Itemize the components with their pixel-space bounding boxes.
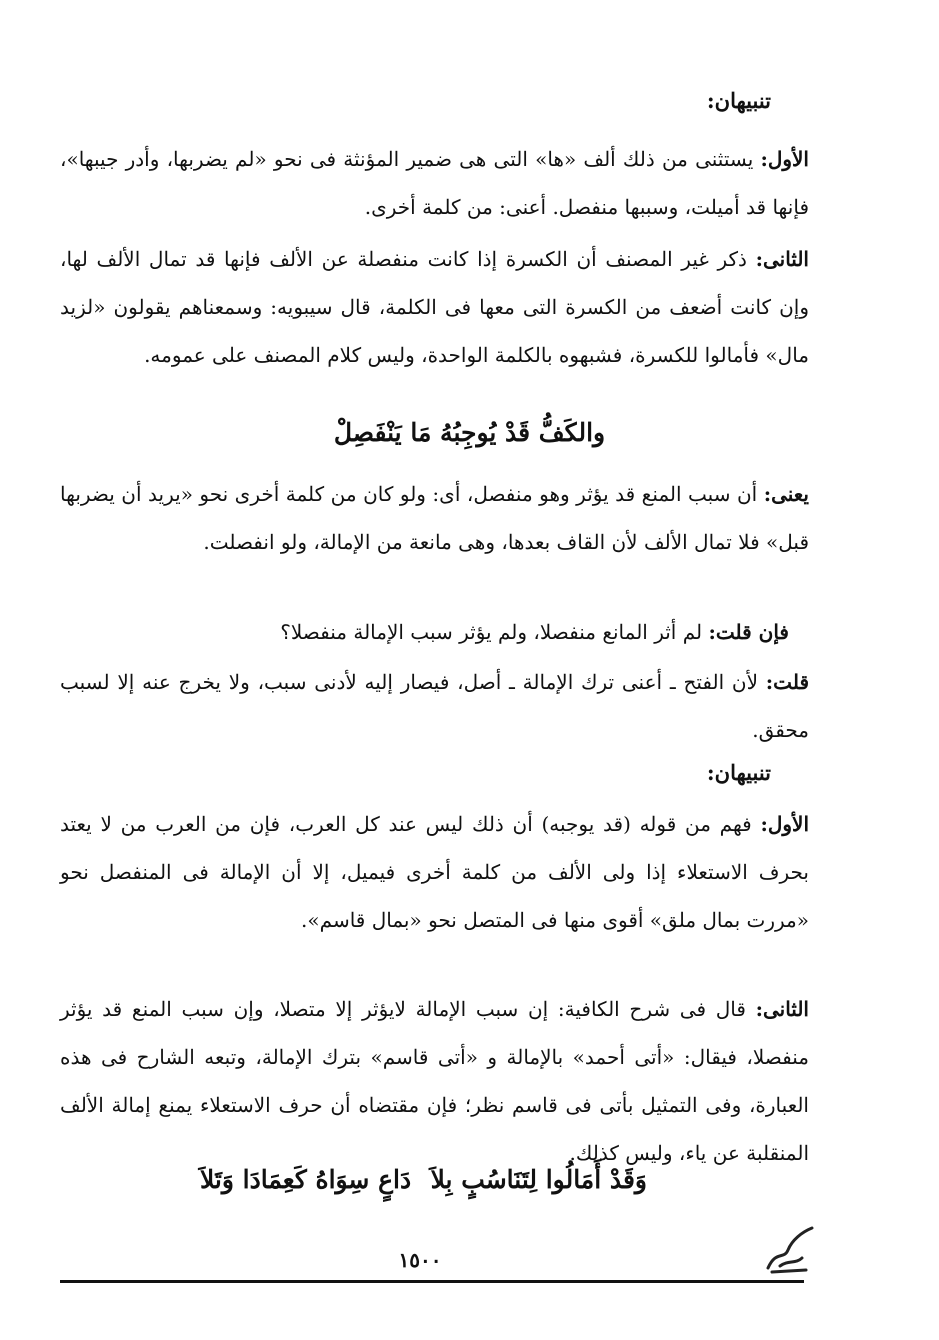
note2-second-text: قال فى شرح الكافية: إن سبب الإمالة لايؤثر إلا متصلا، وإن سبب المنع قد يؤثر منفصلا، فيقال: «أتى أحمد» بالإمالة و «أتى قاسم» بترك الإمالة، وتبعه الشارح فى هذه العبارة، وفى التمثيل بأتى فى قاسم نظر؛ فإن مقتضاه أن حرف الاستعلاء يمنع إمالة الألف المنقلبة عن ياء، وليس كذلك. — [60, 997, 809, 1165]
question-paragraph — [60, 608, 789, 656]
note2-first-text: فهم من قوله (قد يوجبه) أن ذلك ليس عند كل العرب، فإن من العرب من لا يعتد بحرف الاستعلاء إذا ولى الألف من كلمة أخرى فيميل، إلا أن الإمالة فى المنفصل نحو «مررت بمال ملق» أقوى منها فى المتصل نحو «بمال قاسم». — [60, 812, 809, 932]
handwritten-mark-icon — [762, 1220, 818, 1276]
commentary-text: أن سبب المنع قد يؤثر وهو منفصل، أى: ولو كان من كلمة أخرى نحو «يريد أن يضربها قبل» فلا تمال الألف لأن القاف بعدها، وهى مانعة من الإمالة، ولو انفصلت. — [60, 482, 809, 554]
verse-line-1: والكَفُّ قَدْ يُوجِبُهُ مَا يَنْفَصِلْ — [333, 418, 606, 447]
answer-text: لأن الفتح ـ أعنى ترك الإمالة ـ أصل، فيصار إليه لأدنى سبب، ولا يخرج عنه إلا لسبب محقق. — [60, 670, 809, 742]
note-first-text: يستثنى من ذلك ألف «ها» التى هى ضمير المؤنثة فى نحو «لم يضربها، وأدر جيبها»، فإنها قد أميلت، وسببها منفصل. أعنى: من كلمة أخرى. — [60, 147, 809, 219]
note-second-lead: الثانى: — [755, 247, 809, 271]
note2-second-lead: الثانى: — [755, 997, 809, 1021]
question-text: لم أثر المانع منفصلا، ولم يؤثر سبب الإمالة منفصلا؟ — [280, 620, 703, 644]
page-number: ١٥٠٠ — [398, 1248, 442, 1272]
note-first-paragraph — [60, 135, 809, 231]
answer-paragraph — [60, 658, 809, 754]
notes-heading-1: تنبيهان: — [706, 88, 771, 113]
verse2-second-hemistich: دَاعٍ سِوَاهُ كَعِمَادَا وَتَلاَ — [200, 1165, 412, 1194]
commentary-lead: يعنى: — [763, 482, 809, 506]
verse2-first-hemistich: وَقَدْ أَمَالُوا لِتَنَاسُبٍ بِلاَ — [430, 1165, 647, 1194]
note-second-paragraph — [60, 235, 809, 379]
answer-lead: قلت: — [765, 670, 809, 694]
verse-line-2 — [200, 1165, 647, 1194]
commentary-paragraph — [60, 470, 809, 566]
note2-second-paragraph — [60, 985, 809, 1177]
note2-first-paragraph — [60, 800, 809, 944]
notes-heading-2: تنبيهان: — [706, 760, 771, 785]
footer-rule — [60, 1280, 804, 1283]
note2-first-lead: الأول: — [760, 812, 810, 836]
note-first-lead: الأول: — [760, 147, 809, 171]
question-lead: فإن قلت: — [708, 620, 789, 644]
note-second-text: ذكر غير المصنف أن الكسرة إذا كانت منفصلة عن الألف فإنها قد تمال الألف لها، وإن كانت أضعف من الكسرة التى معها فى الكلمة، قال سيبويه: وسمعناهم يقولون «لزيد مال» فأمالوا للكسرة، فشبهوه بالكلمة الواحدة، وليس كلام المصنف على عمومه. — [60, 247, 810, 367]
